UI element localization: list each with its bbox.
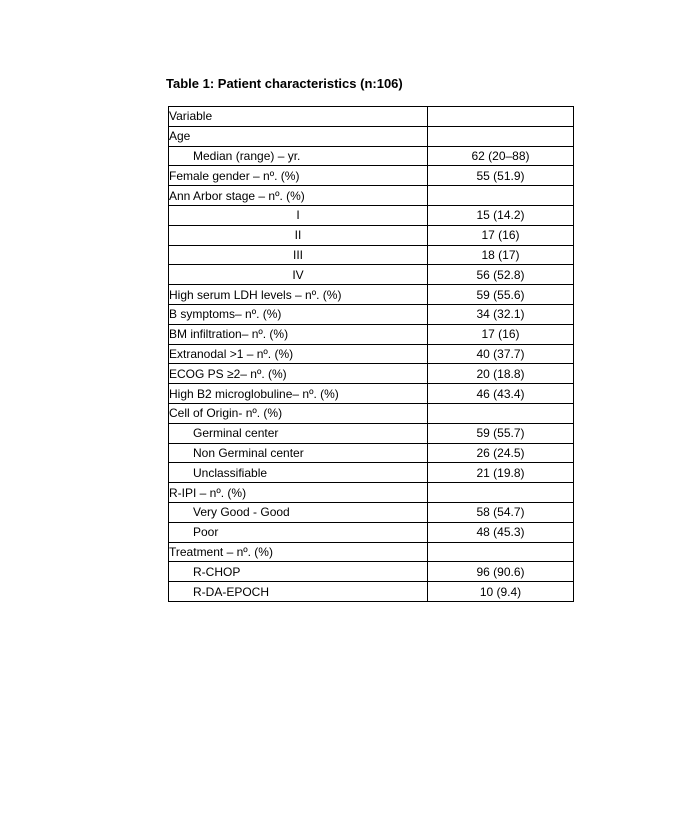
table-row <box>169 443 574 463</box>
value-cell: 26 (24.5) <box>428 443 574 463</box>
value-cell: 96 (90.6) <box>428 562 574 582</box>
value-cell: 10 (9.4) <box>428 582 574 602</box>
table-row <box>169 542 574 562</box>
variable-cell: Very Good - Good <box>169 502 428 522</box>
value-cell: 21 (19.8) <box>428 463 574 483</box>
variable-cell: High serum LDH levels – nº. (%) <box>169 285 428 305</box>
table-row <box>169 304 574 324</box>
value-cell <box>428 403 574 423</box>
table-row <box>169 522 574 542</box>
table-row <box>169 265 574 285</box>
variable-cell: Ann Arbor stage – nº. (%) <box>169 186 428 206</box>
table-row <box>169 562 574 582</box>
table-row <box>169 364 574 384</box>
variable-cell: Female gender – nº. (%) <box>169 166 428 186</box>
table-body <box>169 107 574 602</box>
variable-cell: BM infiltration– nº. (%) <box>169 324 428 344</box>
value-cell <box>428 107 574 127</box>
table-row <box>169 166 574 186</box>
table-row <box>169 463 574 483</box>
table-row <box>169 225 574 245</box>
patient-characteristics-table <box>168 106 574 602</box>
value-cell <box>428 542 574 562</box>
variable-cell: High B2 microglobuline– nº. (%) <box>169 384 428 404</box>
value-cell: 58 (54.7) <box>428 502 574 522</box>
table-row <box>169 403 574 423</box>
table-row <box>169 502 574 522</box>
value-cell: 59 (55.6) <box>428 285 574 305</box>
value-cell: 17 (16) <box>428 324 574 344</box>
table-row <box>169 483 574 503</box>
value-cell: 46 (43.4) <box>428 384 574 404</box>
table-row <box>169 126 574 146</box>
value-cell <box>428 186 574 206</box>
table-title: Table 1: Patient characteristics (n:106) <box>166 76 403 91</box>
variable-cell: ECOG PS ≥2– nº. (%) <box>169 364 428 384</box>
variable-cell: Poor <box>169 522 428 542</box>
value-cell <box>428 126 574 146</box>
table-row <box>169 285 574 305</box>
variable-cell: Treatment – nº. (%) <box>169 542 428 562</box>
variable-cell: Extranodal >1 – nº. (%) <box>169 344 428 364</box>
variable-cell: Variable <box>169 107 428 127</box>
table-row <box>169 423 574 443</box>
value-cell: 56 (52.8) <box>428 265 574 285</box>
variable-cell: R-IPI – nº. (%) <box>169 483 428 503</box>
variable-cell: R-CHOP <box>169 562 428 582</box>
table-row <box>169 245 574 265</box>
variable-cell: IV <box>169 265 428 285</box>
value-cell: 18 (17) <box>428 245 574 265</box>
variable-cell: I <box>169 205 428 225</box>
table-row <box>169 344 574 364</box>
value-cell: 62 (20–88) <box>428 146 574 166</box>
value-cell: 20 (18.8) <box>428 364 574 384</box>
variable-cell: Non Germinal center <box>169 443 428 463</box>
table-row <box>169 186 574 206</box>
value-cell: 17 (16) <box>428 225 574 245</box>
value-cell: 40 (37.7) <box>428 344 574 364</box>
value-cell: 59 (55.7) <box>428 423 574 443</box>
table-row <box>169 205 574 225</box>
table-row <box>169 582 574 602</box>
variable-cell: Median (range) – yr. <box>169 146 428 166</box>
variable-cell: Unclassifiable <box>169 463 428 483</box>
value-cell: 55 (51.9) <box>428 166 574 186</box>
table-row <box>169 384 574 404</box>
value-cell: 48 (45.3) <box>428 522 574 542</box>
value-cell <box>428 483 574 503</box>
variable-cell: Germinal center <box>169 423 428 443</box>
table-row <box>169 107 574 127</box>
value-cell: 15 (14.2) <box>428 205 574 225</box>
variable-cell: B symptoms– nº. (%) <box>169 304 428 324</box>
variable-cell: R-DA-EPOCH <box>169 582 428 602</box>
variable-cell: III <box>169 245 428 265</box>
table-row <box>169 324 574 344</box>
value-cell: 34 (32.1) <box>428 304 574 324</box>
variable-cell: Cell of Origin- nº. (%) <box>169 403 428 423</box>
table-row <box>169 146 574 166</box>
variable-cell: II <box>169 225 428 245</box>
variable-cell: Age <box>169 126 428 146</box>
